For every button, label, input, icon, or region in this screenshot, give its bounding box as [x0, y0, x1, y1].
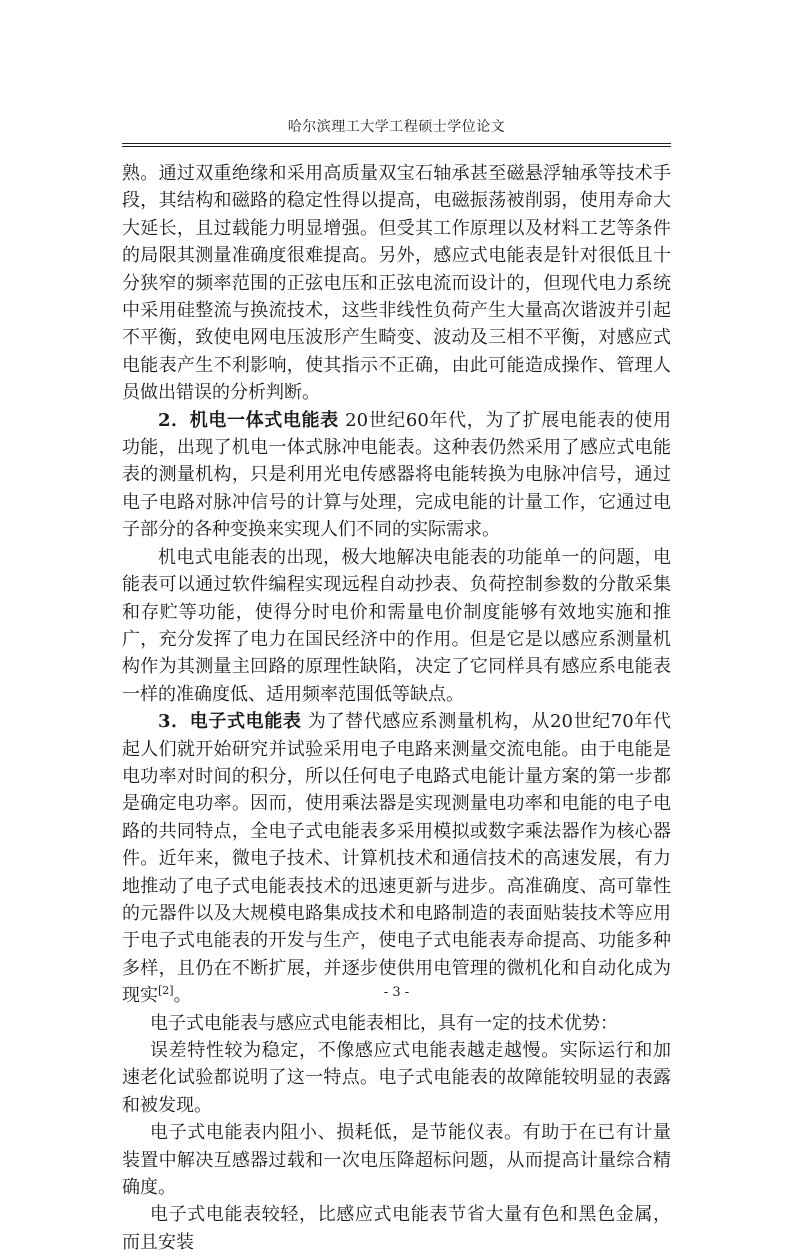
header-rule-thick — [122, 143, 671, 144]
paragraph-2-text: 20世纪60年代，为了扩展电能表的使用功能，出现了机电一体式脉冲电能表。这种表仍然采用了感应式电能表的测量机构，只是利用光电传感器将电能转换为电脉冲信号，通过电子电路对脉冲信号的计算与处理，完成电能的计量工作，它通过电子部分的各种变换来实现人们不同的实际需求。 — [122, 409, 671, 541]
page-number: - 3 - — [383, 985, 410, 1000]
paragraph-2 — [122, 407, 671, 544]
citation-ref: [2] — [158, 984, 174, 998]
section-lead-2: 2．机电一体式电能表 — [158, 409, 339, 431]
section-lead-3: 3．电子式电能表 — [158, 711, 302, 733]
paragraph-4 — [122, 708, 671, 1009]
header-rule-thin — [122, 146, 671, 147]
paragraph-6 — [122, 1037, 671, 1119]
paragraph-5 — [122, 1010, 671, 1037]
paragraph-4-tail: 。 — [173, 985, 192, 1007]
paragraph-6-text: 误差特性较为稳定，不像感应式电能表越走越慢。实际运行和加速老化试验都说明了这一特点。电子式电能表的故障能较明显的表露和被发现。 — [122, 1040, 671, 1116]
paragraph-7 — [122, 1119, 671, 1201]
paragraph-3 — [122, 544, 671, 708]
running-header: 哈尔滨理工大学工程硕士学位论文 — [287, 119, 506, 135]
paragraph-8-text: 电子式电能表较轻，比感应式电能表节省大量有色和黑色金属，而且安装 — [122, 1204, 671, 1253]
paragraph-1 — [122, 160, 671, 407]
paragraph-8 — [122, 1201, 671, 1256]
paragraph-1-text: 熟。通过双重绝缘和采用高质量双宝石轴承甚至磁悬浮轴承等技术手段，其结构和磁路的稳定性得以提高，电磁振荡被削弱，使用寿命大大延长，且过载能力明显增强。但受其工作原理以及材料工艺等条件的局限其测量准确度很难提高。另外，感应式电能表是针对很低且十分狭窄的频率范围的正弦电压和正弦电流而设计的，但现代电力系统中采用硅整流与换流技术，这些非线性负荷产生大量高次谐波并引起不平衡，致使电网电压波形产生畸变、波动及三相不平衡，对感应式电能表产生不利影响，使其指示不正确，由此可能造成操作、管理人员做出错误的分析判断。 — [122, 163, 671, 404]
paragraph-5-text: 电子式电能表与感应式电能表相比，具有一定的技术优势： — [150, 1012, 618, 1034]
body-text — [122, 160, 671, 1256]
paragraph-4-text: 为了替代感应系测量机构，从20世纪70年代起人们就开始研究并试验采用电子电路来测量交流电能。由于电能是电功率对时间的积分，所以任何电子电路式电能计量方案的第一步都是确定电功率。因而，使用乘法器是实现测量电功率和电能的电子电路的共同特点，全电子式电能表多采用模拟或数字乘法器作为核心器件。近年来，微电子技术、计算机技术和通信技术的高速发展，有力地推动了电子式电能表技术的迅速更新与进步。高准确度、高可靠性的元器件以及大规模电路集成技术和电路制造的表面贴装技术等应用于电子式电能表的开发与生产，使电子式电能表寿命提高、功能多种多样，且仍在不断扩展，并逐步使供用电管理的微机化和自动化成为现实 — [122, 711, 671, 1007]
paragraph-7-text: 电子式电能表内阻小、损耗低，是节能仪表。有助于在已有计量装置中解决互感器过载和一次电压降超标问题，从而提高计量综合精确度。 — [122, 1122, 671, 1199]
paragraph-3-text: 机电式电能表的出现，极大地解决电能表的功能单一的问题，电能表可以通过软件编程实现远程自动抄表、负荷控制参数的分散采集和存贮等功能，使得分时电价和需量电价制度能够有效地实施和推广，充分发挥了电力在国民经济中的作用。但是它是以感应系测量机构作为其测量主回路的原理性缺陷，决定了它同样具有感应系电能表一样的准确度低、适用频率范围低等缺点。 — [122, 546, 671, 705]
